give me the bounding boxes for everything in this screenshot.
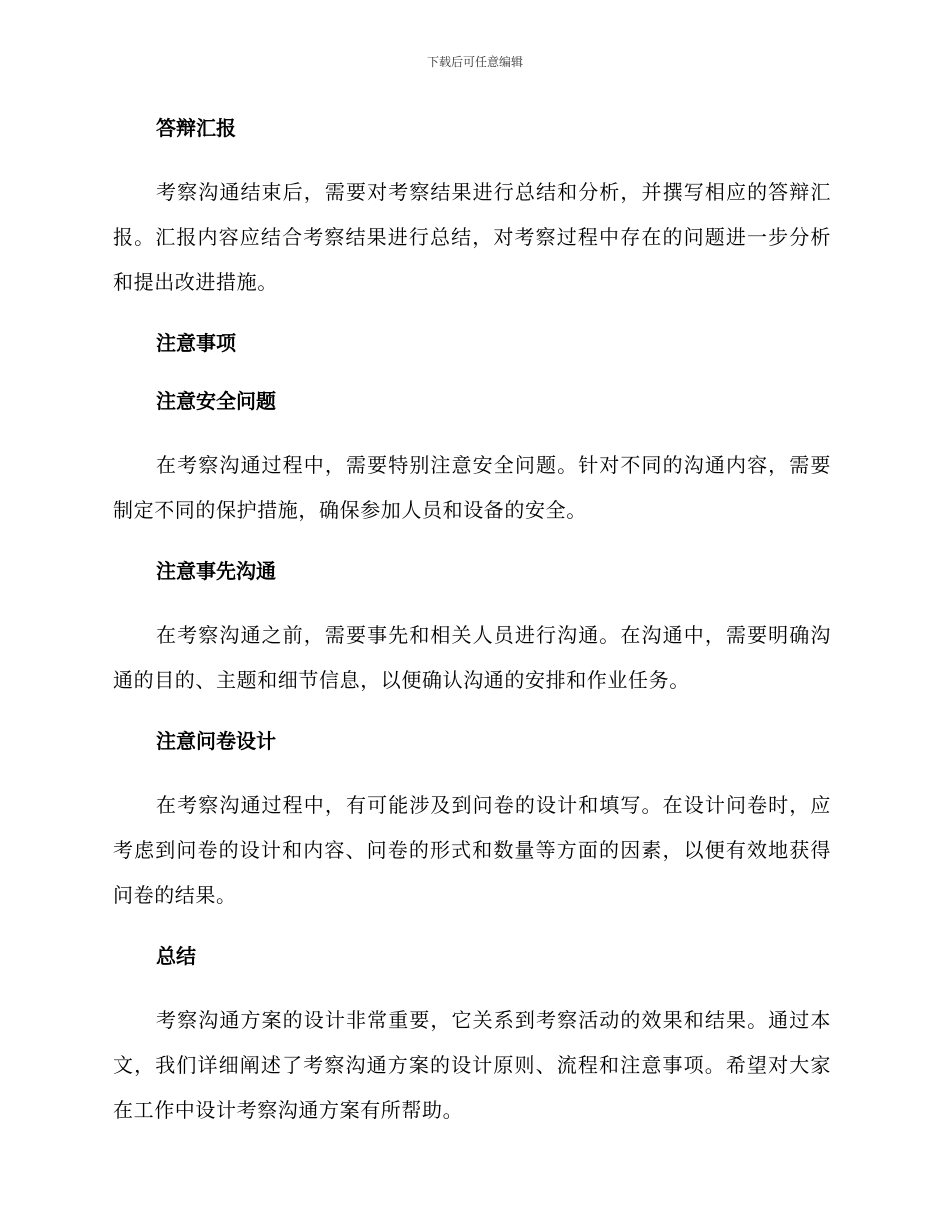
paragraph-summary: 考察沟通方案的设计非常重要，它关系到考察活动的效果和结果。通过本文，我们详细阐述了考察沟通方案的设计原则、流程和注意事项。希望对大家在工作中设计考察沟通方案有所帮助。 xyxy=(113,1008,831,1122)
heading-safety: 注意安全问题 xyxy=(156,389,276,413)
paragraph-prior-communication: 在考察沟通之前，需要事先和相关人员进行沟通。在沟通中，需要明确沟通的目的、主题和细节信息，以便确认沟通的安排和作业任务。 xyxy=(113,623,831,692)
heading-questionnaire: 注意问卷设计 xyxy=(156,729,276,753)
document-body xyxy=(113,112,831,1133)
heading-notes: 注意事项 xyxy=(156,331,236,355)
heading-summary: 总结 xyxy=(156,944,196,968)
heading-prior-communication: 注意事先沟通 xyxy=(156,559,276,583)
header-note: 下载后可任意编辑 xyxy=(426,55,523,69)
paragraph-safety: 在考察沟通过程中，需要特别注意安全问题。针对不同的沟通内容，需要制定不同的保护措施，确保参加人员和设备的安全。 xyxy=(113,453,831,522)
paragraph-questionnaire: 在考察沟通过程中，有可能涉及到问卷的设计和填写。在设计问卷时，应考虑到问卷的设计和内容、问卷的形式和数量等方面的因素，以便有效地获得问卷的结果。 xyxy=(113,793,831,907)
paragraph-defense-report: 考察沟通结束后，需要对考察结果进行总结和分析，并撰写相应的答辩汇报。汇报内容应结合考察结果进行总结，对考察过程中存在的问题进一步分析和提出改进措施。 xyxy=(113,180,831,294)
heading-defense-report: 答辩汇报 xyxy=(156,116,236,140)
